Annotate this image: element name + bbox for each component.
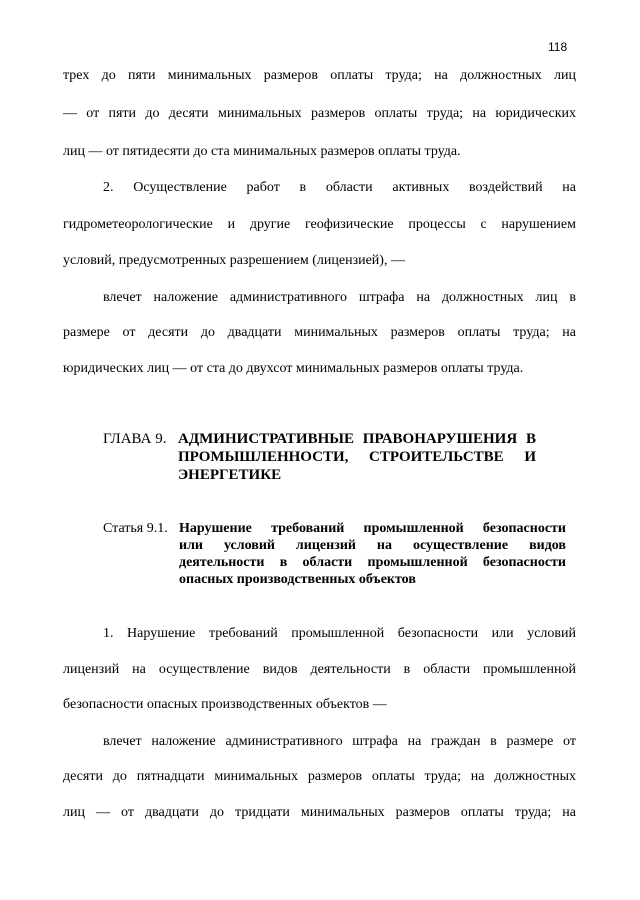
article-title xyxy=(179,520,566,588)
text-line: 2. Осуществление работ в области активных воздействий на xyxy=(103,180,576,195)
article-title-line: Нарушение требований промышленной безопасности xyxy=(179,521,566,536)
text-line: размере от десяти до двадцати минимальных размеров оплаты труда; на xyxy=(63,325,576,340)
text-line: 1. Нарушение требований промышленной безопасности или условий xyxy=(103,626,576,641)
article-title-line: опасных производственных объектов xyxy=(179,572,416,587)
chapter-title-line: ПРОМЫШЛЕННОСТИ, СТРОИТЕЛЬСТВЕ И xyxy=(178,449,536,465)
chapter-label: ГЛАВА 9. xyxy=(103,431,167,447)
page-number: 118 xyxy=(548,40,568,54)
article-label: Статья 9.1. xyxy=(103,521,168,536)
article-title-line: или условий лицензий на осуществление видов xyxy=(179,538,566,553)
text-line: десяти до пятнадцати минимальных размеров оплаты труда; на должностных xyxy=(63,769,576,784)
article-title-line: деятельности в области промышленной безопасности xyxy=(179,555,566,570)
text-line: гидрометеорологические и другие геофизические процессы с нарушением xyxy=(63,217,576,232)
chapter-title xyxy=(178,430,536,484)
text-line: трех до пяти минимальных размеров оплаты труда; на должностных лиц xyxy=(63,68,576,83)
text-line: влечет наложение административного штрафа на должностных лиц в xyxy=(103,290,576,305)
text-line: — от пяти до десяти минимальных размеров оплаты труда; на юридических xyxy=(63,106,576,121)
chapter-title-line: АДМИНИСТРАТИВНЫЕ ПРАВОНАРУШЕНИЯ В xyxy=(178,431,536,447)
text-line: безопасности опасных производственных объектов — xyxy=(63,697,387,712)
text-line: лицензий на осуществление видов деятельности в области промышленной xyxy=(63,662,576,677)
text-line: юридических лиц — от ста до двухсот минимальных размеров оплаты труда. xyxy=(63,361,524,376)
text-line: влечет наложение административного штрафа на граждан в размере от xyxy=(103,734,576,749)
chapter-title-line: ЭНЕРГЕТИКЕ xyxy=(178,467,282,483)
text-line: условий, предусмотренных разрешением (лицензией), — xyxy=(63,253,405,268)
text-line: лиц — от пятидесяти до ста минимальных размеров оплаты труда. xyxy=(63,144,461,159)
text-line: лиц — от двадцати до тридцати минимальных размеров оплаты труда; на xyxy=(63,805,576,820)
